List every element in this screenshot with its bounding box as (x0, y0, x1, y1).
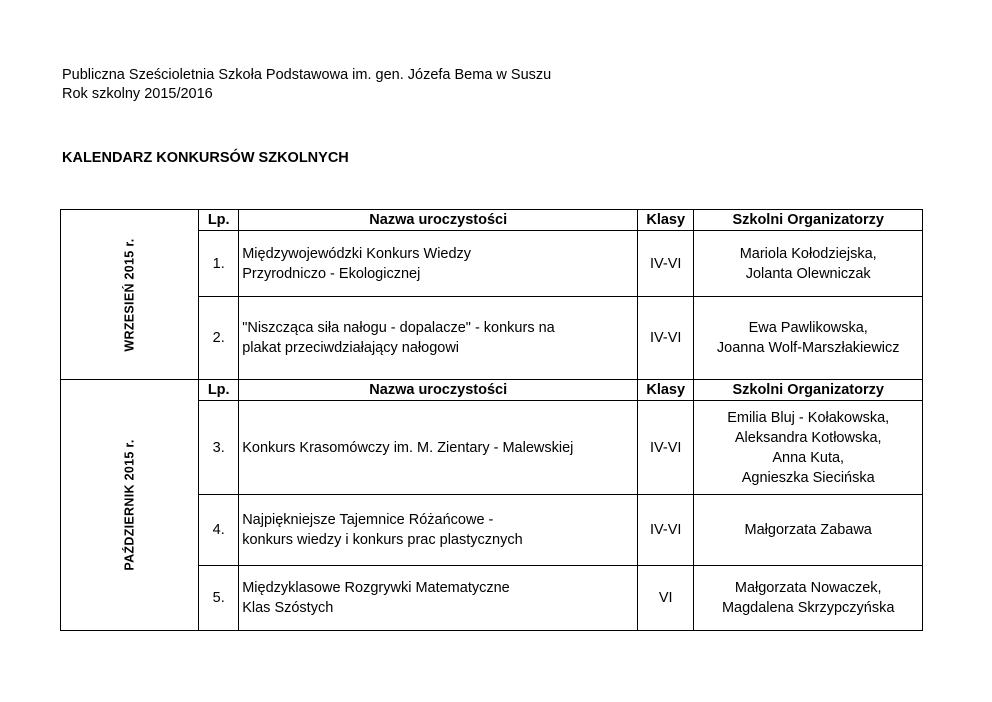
month-label-cell (61, 210, 199, 380)
organizer-name: Małgorzata Zabawa (744, 522, 872, 538)
organizer-name: Małgorzata Nowaczek, (734, 580, 882, 596)
organizer-name: Aleksandra Kotłowska, (734, 429, 882, 446)
organizer-name: Joanna Wolf-Marszłakiewicz (716, 340, 900, 356)
row-classes: IV-VI (638, 297, 694, 380)
col-header-classes: Klasy (638, 380, 694, 401)
row-name-line: "Niszcząca siła nałogu - dopalacze" - konkurs na (242, 320, 555, 336)
row-name (239, 401, 638, 495)
row-name-line: Międzywojewódzki Konkurs Wiedzy (242, 245, 472, 262)
organizer-name: Emilia Bluj - Kołakowska, (727, 409, 890, 426)
school-year: Rok szkolny 2015/2016 (62, 86, 213, 102)
row-organizers (694, 401, 923, 495)
row-lp: 2. (199, 297, 239, 380)
row-name-line: Przyrodniczo - Ekologicznej (242, 265, 421, 282)
col-header-name: Nazwa uroczystości (239, 380, 638, 401)
row-organizers (694, 297, 923, 380)
organizer-name: Jolanta Olewniczak (745, 265, 871, 282)
row-name-line: Międzyklasowe Rozgrywki Matematyczne (242, 580, 510, 596)
row-name (239, 566, 638, 631)
school-name: Publiczna Sześcioletnia Szkoła Podstawowa im. gen. Józefa Bema w Suszu (62, 67, 552, 83)
row-classes: VI (638, 566, 694, 631)
row-name-line: Konkurs Krasomówczy im. M. Zientary - Malewskiej (242, 439, 574, 456)
contest-calendar-table (60, 209, 923, 631)
row-organizers (694, 231, 923, 297)
organizer-name: Anna Kuta, (772, 449, 845, 466)
row-name (239, 231, 638, 297)
col-header-organizers: Szkolni Organizatorzy (694, 210, 923, 231)
col-header-name: Nazwa uroczystości (239, 210, 638, 231)
row-name-line: konkurs wiedzy i konkurs prac plastycznych (242, 532, 523, 548)
row-lp: 4. (199, 495, 239, 566)
month-label: PAŹDZIERNIK 2015 r. (122, 439, 137, 571)
col-header-classes: Klasy (638, 210, 694, 231)
row-lp: 5. (199, 566, 239, 631)
page-title: KALENDARZ KONKURSÓW SZKOLNYCH (62, 150, 349, 166)
month-label: WRZESIEŃ 2015 r. (122, 237, 137, 352)
row-name-line: plakat przeciwdziałający nałogowi (242, 340, 460, 356)
organizer-name: Ewa Pawlikowska, (748, 320, 868, 336)
row-name-line: Klas Szóstych (242, 600, 334, 616)
col-header-lp: Lp. (199, 380, 239, 401)
row-organizers (694, 566, 923, 631)
col-header-organizers: Szkolni Organizatorzy (694, 380, 923, 401)
row-organizers (694, 495, 923, 566)
organizer-name: Agnieszka Siecińska (741, 469, 875, 486)
row-lp: 3. (199, 401, 239, 495)
row-name (239, 495, 638, 566)
row-name-line: Najpiękniejsze Tajemnice Różańcowe - (242, 512, 494, 528)
row-classes: IV-VI (638, 231, 694, 297)
row-name (239, 297, 638, 380)
row-lp: 1. (199, 231, 239, 297)
row-classes: IV-VI (638, 495, 694, 566)
organizer-name: Mariola Kołodziejska, (739, 245, 877, 262)
col-header-lp: Lp. (199, 210, 239, 231)
organizer-name: Magdalena Skrzypczyńska (721, 600, 895, 616)
row-classes: IV-VI (638, 401, 694, 495)
month-label-cell (61, 380, 199, 631)
